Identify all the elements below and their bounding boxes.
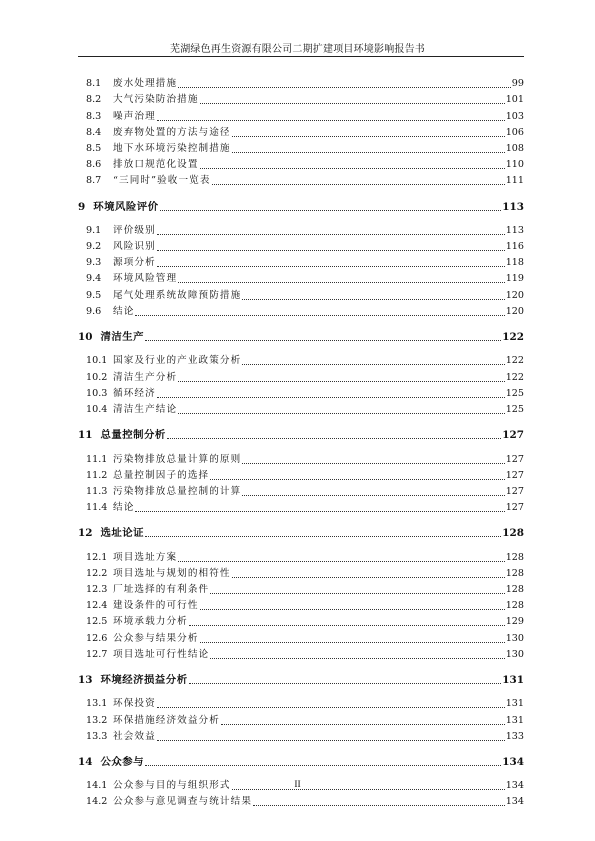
toc-entry-number: 11.3 [86, 485, 108, 497]
toc-entry-page: 122 [505, 371, 524, 383]
toc-section-entry[interactable] [78, 386, 524, 402]
toc-entry-number: 9.3 [86, 257, 102, 269]
toc-entry-number: 8.1 [86, 78, 102, 90]
toc-chapter-entry[interactable] [78, 753, 524, 770]
dot-leader [210, 658, 504, 659]
toc-entry-page: 131 [505, 698, 524, 710]
toc-chapter-entry[interactable] [78, 198, 524, 215]
dot-leader [157, 234, 505, 235]
dot-leader [200, 609, 505, 610]
dot-leader [157, 397, 505, 398]
toc-section-entry[interactable] [78, 729, 524, 745]
toc-entry-title: 排放口规范化设置 [113, 159, 199, 171]
dot-leader [135, 511, 504, 512]
toc-section-entry[interactable] [78, 76, 524, 92]
toc-entry-number: 11.2 [86, 469, 108, 481]
toc-entry-number: 11.1 [86, 453, 108, 465]
dot-leader [212, 184, 505, 185]
toc-entry-number: 8.2 [86, 94, 102, 106]
toc-entry-number: 8.6 [86, 159, 102, 171]
dot-leader [178, 282, 505, 283]
toc-entry-page: 108 [505, 142, 524, 154]
toc-entry-number: 9.2 [86, 241, 102, 253]
toc-entry-title: 建设条件的可行性 [113, 600, 199, 612]
toc-entry-number: 9.4 [86, 273, 102, 285]
toc-entry-page: 127 [505, 469, 524, 481]
dot-leader [178, 561, 505, 562]
dot-leader [221, 724, 505, 725]
toc-entry-title: 项目选址方案 [113, 551, 178, 563]
toc-entry-title: 结论 [113, 305, 135, 317]
toc-entry-title: 清洁生产结论 [113, 403, 178, 415]
toc-section-entry[interactable] [78, 173, 524, 189]
toc-entry-title: 项目选址可行性结论 [113, 648, 210, 660]
toc-section-entry[interactable] [78, 402, 524, 418]
toc-section-entry[interactable] [78, 125, 524, 141]
toc-section-entry[interactable] [78, 712, 524, 728]
toc-entry-number: 11 [78, 429, 93, 442]
dot-leader [178, 413, 505, 414]
toc-section-entry[interactable] [78, 451, 524, 467]
toc-entry-number: 8.7 [86, 175, 102, 187]
toc-entry-page: 133 [505, 730, 524, 742]
toc-entry-page: 128 [505, 567, 524, 579]
toc-entry-number: 10.4 [86, 403, 108, 415]
toc-entry-page: 103 [505, 110, 524, 122]
toc-entry-page: 134 [505, 780, 524, 792]
toc-entry-number: 10.1 [86, 355, 108, 367]
dot-leader [232, 577, 505, 578]
toc-section-entry[interactable] [78, 157, 524, 173]
toc-entry-title: 环境承载力分析 [113, 616, 188, 628]
toc-entry-page: 101 [505, 94, 524, 106]
dot-leader [242, 299, 504, 300]
toc-entry-number: 8.5 [86, 142, 102, 154]
toc-entry-number: 12.3 [86, 584, 108, 595]
dot-leader [189, 683, 502, 684]
dot-leader [157, 250, 505, 251]
toc-section-entry[interactable] [78, 484, 524, 500]
toc-entry-title: 公众参与 [100, 755, 145, 768]
toc-entry-title: 尾气处理系统故障预防措施 [113, 289, 242, 301]
header-rule [78, 56, 524, 57]
toc-entry-title: 总量控制分析 [100, 429, 166, 442]
toc-section-entry[interactable] [78, 566, 524, 582]
toc-entry-page: 119 [505, 273, 524, 285]
toc-entry-title: 地下水环境污染控制措施 [113, 142, 231, 154]
toc-entry-number: 12.7 [86, 648, 108, 660]
dot-leader [210, 593, 504, 594]
toc-entry-title: 环境经济损益分析 [100, 673, 188, 686]
toc-section-entry[interactable] [78, 369, 524, 385]
dot-leader [145, 765, 501, 766]
toc-section-entry[interactable] [78, 255, 524, 271]
toc-entry-page: 129 [505, 616, 524, 628]
toc-entry-title: 国家及行业的产业政策分析 [113, 355, 242, 367]
toc-entry-number: 14 [78, 755, 93, 768]
toc-entry-number: 10.3 [86, 387, 108, 399]
dot-leader [135, 315, 504, 316]
toc-section-entry[interactable] [78, 92, 524, 108]
toc-entry-title: 污染物排放总量控制的计算 [113, 485, 242, 497]
toc-entry-page: 127 [505, 453, 524, 465]
toc-entry-number: 13 [78, 673, 93, 686]
toc-entry-number: 13.1 [86, 698, 108, 710]
toc-entry-page: 131 [505, 714, 524, 726]
toc-entry-title: 公众参与目的与组织形式 [113, 780, 231, 792]
toc-section-entry[interactable] [78, 108, 524, 124]
toc-entry-number: 12.4 [86, 600, 108, 612]
toc-entry-page: 111 [505, 175, 524, 187]
toc-entry-page: 128 [502, 527, 524, 540]
toc-entry-number: 8.4 [86, 126, 102, 138]
table-of-contents [78, 76, 524, 810]
dot-leader [178, 381, 505, 382]
toc-section-entry[interactable] [78, 468, 524, 484]
toc-entry-page: 120 [505, 289, 524, 301]
toc-entry-page: 110 [505, 159, 524, 171]
toc-entry-number: 13.3 [86, 730, 108, 742]
toc-entry-title: 评价级别 [113, 224, 156, 236]
toc-entry-title: 厂址选择的有利条件 [113, 584, 210, 595]
toc-entry-title: 循环经济 [113, 387, 156, 399]
toc-entry-title: 选址论证 [100, 527, 145, 540]
toc-section-entry[interactable] [78, 549, 524, 565]
dot-leader [200, 642, 505, 643]
toc-entry-title: 风险识别 [113, 241, 156, 253]
toc-entry-page: 134 [502, 755, 524, 768]
toc-entry-title: 废水处理措施 [113, 78, 178, 90]
toc-section-entry[interactable] [78, 582, 524, 598]
toc-entry-page: 127 [505, 485, 524, 497]
toc-entry-title: 项目选址与规划的相符性 [113, 567, 231, 579]
toc-entry-number: 13.2 [86, 714, 108, 726]
toc-entry-page: 113 [502, 200, 524, 213]
toc-entry-page: 127 [505, 502, 524, 514]
toc-entry-page: 131 [502, 673, 524, 686]
dot-leader [145, 536, 501, 537]
toc-section-entry[interactable] [78, 647, 524, 663]
dot-leader [145, 340, 501, 341]
dot-leader [242, 364, 504, 365]
dot-leader [232, 152, 505, 153]
toc-entry-page: 113 [505, 224, 524, 236]
toc-section-entry[interactable] [78, 141, 524, 157]
toc-entry-page: 118 [505, 257, 524, 269]
toc-section-entry[interactable] [78, 598, 524, 614]
toc-entry-title: 污染物排放总量计算的原则 [113, 453, 242, 465]
toc-section-entry[interactable] [78, 223, 524, 239]
toc-entry-number: 10.2 [86, 371, 108, 383]
toc-entry-title: 公众参与意见调查与统计结果 [113, 796, 253, 808]
dot-leader [157, 266, 505, 267]
toc-section-entry[interactable] [78, 696, 524, 712]
toc-entry-title: 清洁生产 [100, 331, 145, 343]
dot-leader [178, 87, 511, 88]
toc-section-entry[interactable] [78, 794, 524, 810]
toc-entry-number: 14.1 [86, 780, 108, 792]
toc-section-entry[interactable] [78, 614, 524, 630]
toc-entry-number: 12.2 [86, 567, 108, 579]
toc-chapter-entry[interactable] [78, 524, 524, 541]
toc-entry-page: 116 [505, 241, 524, 253]
dot-leader [160, 210, 502, 211]
toc-entry-title: 社会效益 [113, 730, 156, 742]
dot-leader [210, 479, 504, 480]
dot-leader [167, 438, 501, 439]
dot-leader [157, 707, 505, 708]
toc-entry-number: 14.2 [86, 796, 108, 808]
toc-entry-title: 大气污染防治措施 [113, 94, 199, 106]
toc-entry-title: 结论 [113, 502, 135, 514]
toc-section-entry[interactable] [78, 287, 524, 303]
page-number: II [294, 780, 301, 790]
toc-entry-number: 12.5 [86, 616, 108, 628]
toc-entry-number: 8.3 [86, 110, 102, 122]
toc-entry-page: 130 [505, 648, 524, 660]
dot-leader [157, 740, 505, 741]
toc-section-entry[interactable] [78, 500, 524, 516]
toc-chapter-entry[interactable] [78, 328, 524, 345]
dot-leader [232, 136, 505, 137]
toc-entry-number: 9.5 [86, 289, 102, 301]
toc-entry-title: 环境风险管理 [113, 273, 178, 285]
toc-entry-title: 废弃物处置的方法与途径 [113, 126, 231, 138]
running-header: 芜湖绿色再生资源有限公司二期扩建项目环境影响报告书 [170, 44, 425, 55]
toc-entry-title: 环境风险评价 [93, 200, 159, 213]
toc-entry-page: 99 [511, 78, 524, 90]
toc-section-entry[interactable] [78, 271, 524, 287]
toc-entry-page: 130 [505, 632, 524, 644]
toc-entry-number: 9.6 [86, 305, 102, 317]
toc-entry-title: 公众参与结果分析 [113, 632, 199, 644]
toc-entry-title: 清洁生产分析 [113, 371, 178, 383]
dot-leader [242, 463, 504, 464]
toc-entry-number: 12.1 [86, 551, 108, 563]
toc-section-entry[interactable] [78, 304, 524, 320]
toc-entry-page: 128 [505, 600, 524, 612]
toc-entry-number: 10 [78, 331, 93, 343]
toc-entry-number: 12.6 [86, 632, 108, 644]
toc-entry-page: 122 [502, 331, 524, 343]
toc-entry-number: 12 [78, 527, 93, 540]
toc-section-entry[interactable] [78, 353, 524, 369]
toc-section-entry[interactable] [78, 630, 524, 646]
toc-entry-title: 源项分析 [113, 257, 156, 269]
toc-chapter-entry[interactable] [78, 671, 524, 688]
toc-chapter-entry[interactable] [78, 426, 524, 443]
dot-leader [189, 625, 505, 626]
dot-leader [242, 495, 504, 496]
toc-entry-title: 环保措施经济效益分析 [113, 714, 220, 726]
toc-entry-title: 噪声治理 [113, 110, 156, 122]
toc-entry-title: 环保投资 [113, 698, 156, 710]
dot-leader [200, 168, 505, 169]
toc-entry-title: 总量控制因子的选择 [113, 469, 210, 481]
toc-entry-page: 120 [505, 305, 524, 317]
toc-entry-page: 127 [502, 429, 524, 442]
toc-entry-page: 122 [505, 355, 524, 367]
toc-entry-page: 128 [505, 584, 524, 595]
toc-entry-page: 125 [505, 387, 524, 399]
toc-entry-page: 134 [505, 796, 524, 808]
dot-leader [157, 120, 505, 121]
toc-entry-page: 128 [505, 551, 524, 563]
toc-entry-number: 9.1 [86, 224, 102, 236]
toc-section-entry[interactable] [78, 239, 524, 255]
dot-leader [253, 805, 505, 806]
toc-entry-number: 9 [78, 200, 86, 213]
dot-leader [200, 103, 505, 104]
toc-entry-page: 106 [505, 126, 524, 138]
toc-entry-page: 125 [505, 403, 524, 415]
toc-entry-number: 11.4 [86, 502, 108, 514]
toc-entry-title: “三同时”验收一览表 [113, 175, 211, 187]
